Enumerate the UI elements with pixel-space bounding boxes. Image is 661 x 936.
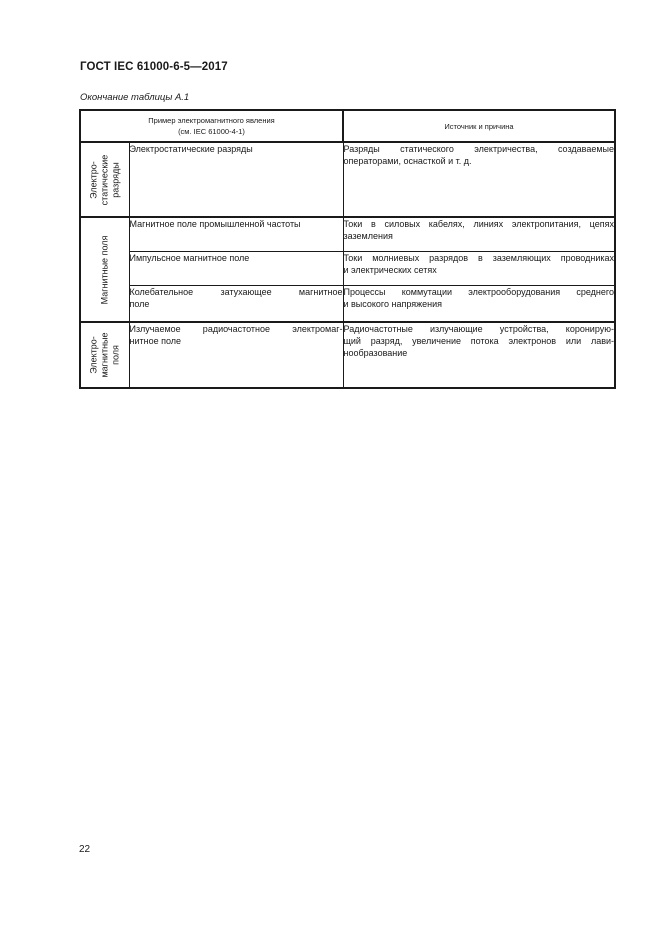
document-title: ГОСТ IEC 61000-6-5—2017 (80, 61, 228, 73)
phenomenon-cell (129, 322, 343, 388)
category-electrostatic (80, 142, 129, 217)
phenomenon-cell (129, 142, 343, 217)
cell-text: операторами, оснасткой и т. д. (343, 156, 472, 166)
phenomenon-cell (129, 217, 343, 251)
category-text: статические (99, 154, 110, 205)
cell-text: Разряды статического электричества, создаваемые (343, 144, 614, 154)
cell-text: нитное поле (129, 336, 182, 346)
source-cell (343, 217, 615, 251)
cell-text: Токи молниевых разрядов в заземляющих проводниках (343, 252, 614, 263)
cell-text: Токи в силовых кабелях, линиях электропитания, цепях (343, 219, 614, 229)
table-row (80, 251, 615, 285)
category-text: разряды (110, 161, 121, 198)
cell-text: Магнитное поле промышленной частоты (129, 219, 301, 229)
cell-text: Колебательное затухающее магнитное (129, 286, 343, 297)
category-text: Магнитные поля (99, 235, 110, 304)
table-row (80, 322, 615, 388)
table-row (80, 142, 615, 217)
cell-text: и электрических сетях (343, 264, 437, 275)
phenomenon-cell (129, 251, 343, 285)
cell-text: щий разряд, увеличение потока электронов или лави- (343, 336, 614, 346)
page-number: 22 (79, 844, 91, 855)
source-cell (343, 251, 615, 285)
header-source: Источник и причина (343, 110, 615, 142)
source-cell (343, 322, 615, 388)
cell-text: Процессы коммутации электрооборудования среднего (343, 286, 614, 297)
category-text: магнитные (99, 332, 110, 378)
cell-text: Импульсное магнитное поле (129, 252, 250, 263)
cell-text: заземления (343, 231, 393, 241)
header-phenomenon-line2: (см. IEC 61000-4-1) (178, 127, 245, 136)
cell-text: Излучаемое радиочастотное электромаг- (129, 324, 343, 334)
category-text: поля (110, 345, 121, 365)
table-row (80, 285, 615, 322)
cell-text: и высокого напряжения (343, 298, 443, 309)
header-phenomenon (80, 110, 343, 142)
header-phenomenon-line1: Пример электромагнитного явления (148, 116, 275, 125)
category-electromagnetic-fields (80, 322, 129, 388)
phenomenon-cell (129, 285, 343, 322)
cell-text: Электростатические разряды (129, 144, 253, 154)
cell-text: поле (129, 298, 150, 309)
table-caption: Окончание таблицы А.1 (80, 92, 190, 103)
table-row (80, 217, 615, 251)
cell-text: Радиочастотные излучающие устройства, коронирую- (343, 324, 614, 334)
category-text: Электро- (88, 160, 99, 199)
category-text: Электро- (88, 336, 99, 374)
table-header-row (80, 110, 615, 142)
phenomena-table (79, 109, 616, 389)
source-cell (343, 285, 615, 322)
category-magnetic-fields (80, 217, 129, 322)
source-cell (343, 142, 615, 217)
cell-text: нообразование (343, 348, 408, 358)
